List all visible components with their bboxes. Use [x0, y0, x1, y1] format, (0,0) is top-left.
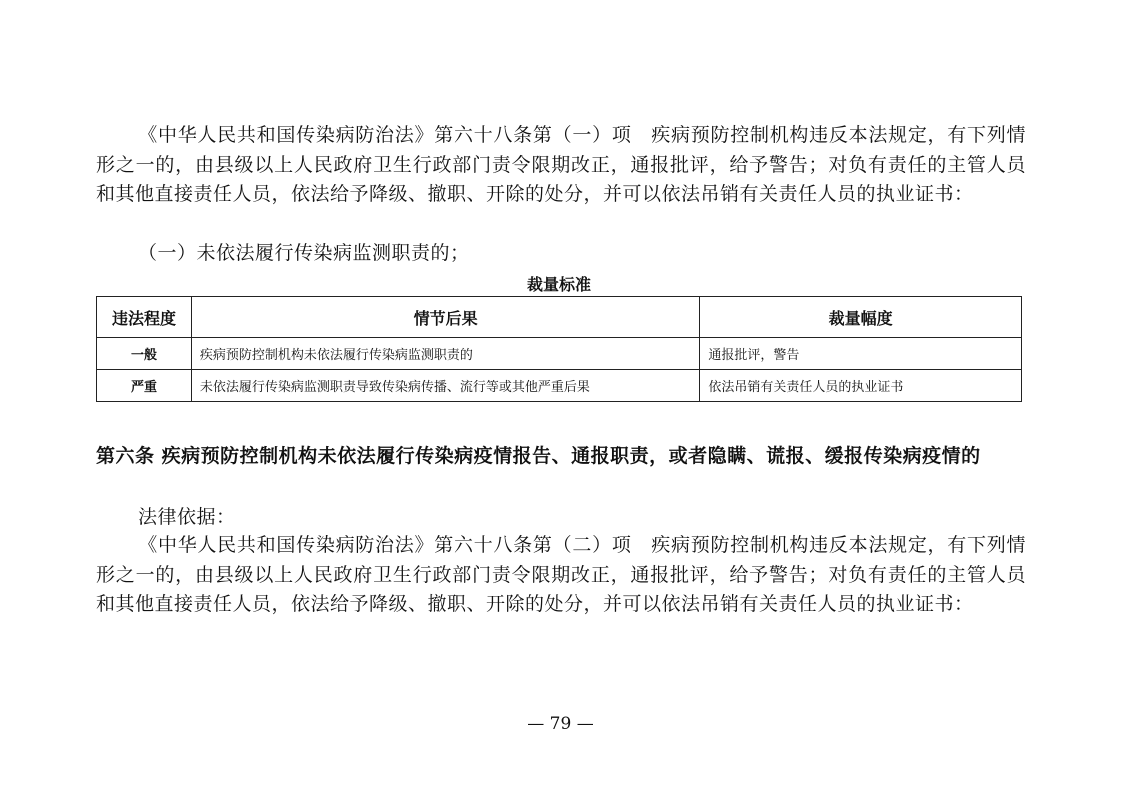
table-title: 裁量标准	[526, 275, 591, 294]
legal-paragraph-2	[96, 531, 1026, 620]
table-cell-degree: 严重	[97, 370, 192, 402]
table-row	[97, 370, 1022, 402]
table-cell-degree: 一般	[97, 338, 192, 370]
table-row	[97, 338, 1022, 370]
legal-paragraph-1	[96, 121, 1026, 210]
header-violation-degree: 违法程度	[97, 297, 192, 338]
article-6-heading	[96, 441, 1026, 471]
table-cell-penalty: 依法吊销有关责任人员的执业证书	[700, 370, 1022, 402]
header-circumstances: 情节后果	[191, 297, 699, 338]
table-cell-circumstance: 未依法履行传染病监测职责导致传染病传播、流行等或其他严重后果	[191, 370, 699, 402]
paragraph-1-text: 《中华人民共和国传染病防治法》第六十八条第（一）项 疾病预防控制机构违反本法规定，有下列情形之一的，由县级以上人民政府卫生行政部门责令限期改正，通报批评，给予警告；对负有责任的主管人员和其他直接责任人员，依法给予降级、撤职、开除的处分，并可以依法吊销有关责任人员的执业证书：	[96, 124, 1026, 205]
list-item-1: （一）未依法履行传染病监测职责的；	[138, 242, 470, 264]
table-header-row	[97, 297, 1022, 338]
paragraph-2-text: 《中华人民共和国传染病防治法》第六十八条第（二）项 疾病预防控制机构违反本法规定，有下列情形之一的，由县级以上人民政府卫生行政部门责令限期改正，通报批评，给予警告；对负有责任的主管人员和其他直接责任人员，依法给予降级、撤职、开除的处分，并可以依法吊销有关责任人员的执业证书：	[96, 534, 1026, 615]
table-cell-penalty: 通报批评，警告	[700, 338, 1022, 370]
legal-basis-label: 法律依据：	[138, 506, 236, 528]
header-penalty-range: 裁量幅度	[700, 297, 1022, 338]
page-number: — 79 —	[527, 714, 594, 734]
penalty-standard-table	[96, 296, 1022, 402]
table-cell-circumstance: 疾病预防控制机构未依法履行传染病监测职责的	[191, 338, 699, 370]
article-6-heading-text: 第六条 疾病预防控制机构未依法履行传染病疫情报告、通报职责，或者隐瞒、谎报、缓报传染病疫情的	[96, 445, 981, 467]
